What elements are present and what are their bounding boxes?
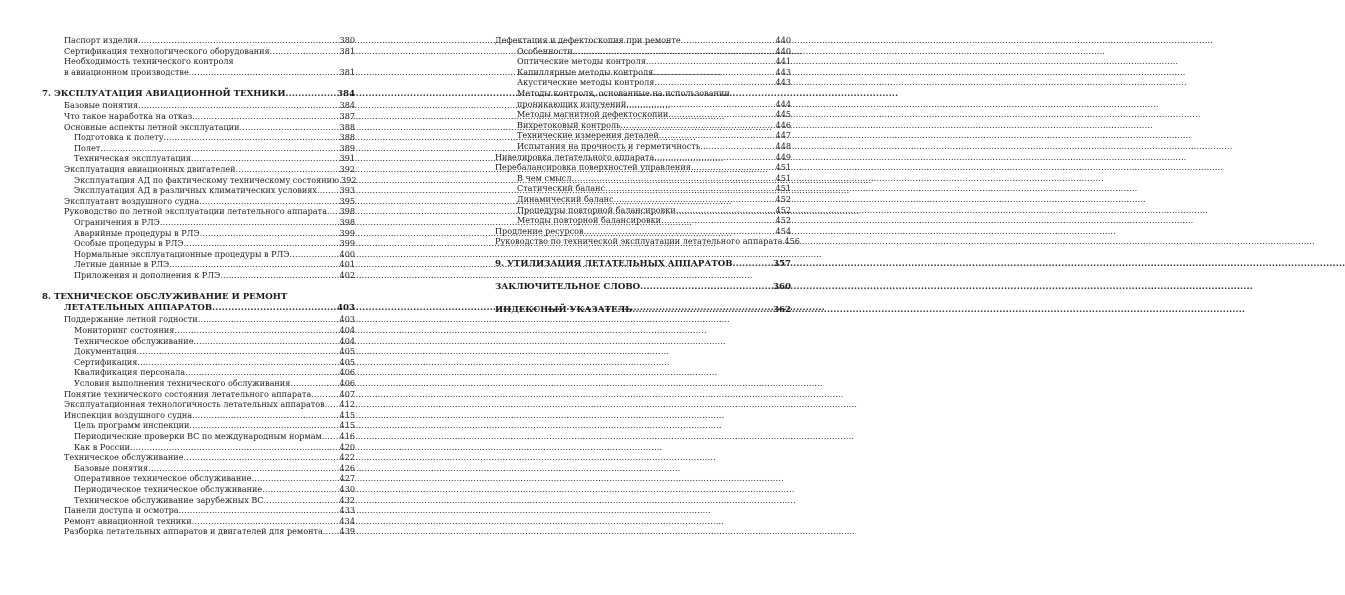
toc-page-number: 415: [339, 409, 355, 420]
toc-entry[interactable]: [42, 484, 355, 495]
toc-dot-leader: [290, 249, 340, 260]
toc-entry[interactable]: [42, 206, 355, 217]
toc-chapter-entry[interactable]: [495, 305, 791, 316]
toc-dot-leader: [654, 152, 775, 163]
toc-page-number: 416: [339, 431, 355, 441]
toc-page-number: 452: [775, 204, 791, 215]
toc-entry-title: Техническая эксплуатация: [74, 153, 192, 164]
toc-entry[interactable]: [42, 431, 355, 442]
toc-entry[interactable]: [42, 346, 355, 357]
toc-page-number: 440: [775, 35, 791, 45]
toc-page-number: 443: [775, 77, 791, 88]
toc-entry[interactable]: [495, 141, 791, 152]
toc-dot-leader: [640, 282, 773, 293]
toc-page-number: 430: [339, 483, 355, 494]
toc-page-number: 433: [339, 505, 355, 516]
toc-entry-title: ЗАКЛЮЧИТЕЛЬНОЕ СЛОВО: [495, 281, 641, 292]
toc-dot-leader: [584, 226, 776, 237]
toc-page-number: 451: [775, 183, 791, 194]
toc-entry[interactable]: [42, 35, 355, 46]
toc-dot-leader: [732, 259, 773, 270]
toc-page-number: 381: [339, 45, 355, 56]
toc-dot-leader: [626, 99, 775, 110]
toc-chapter-entry[interactable]: [42, 292, 355, 303]
toc-entry[interactable]: [42, 336, 355, 347]
toc-dot-leader: [290, 378, 339, 389]
toc-entry-title: Необходимость технического контроля: [64, 56, 234, 67]
toc-entry-title: Паспорт изделия: [64, 35, 139, 45]
toc-dot-leader: [163, 132, 339, 143]
toc-page-number: 404: [339, 325, 355, 336]
toc-dot-leader: [322, 431, 340, 442]
toc-page-number: 360: [773, 281, 791, 292]
toc-dot-leader: [700, 141, 775, 152]
toc-entry-title: Условия выполнения технического обслуживания: [74, 378, 291, 389]
toc-dot-leader: [200, 228, 340, 239]
toc-entry[interactable]: [495, 77, 791, 88]
toc-page-number: 357: [773, 258, 791, 269]
toc-entry[interactable]: [42, 196, 355, 207]
toc-page-number: 426: [339, 462, 355, 473]
toc-entry[interactable]: [42, 495, 355, 506]
toc-entry-title: Летные данные в РЛЭ: [74, 259, 170, 270]
toc-chapter-entry[interactable]: [495, 282, 791, 293]
toc-spacer: [42, 280, 355, 292]
toc-entry[interactable]: [42, 399, 355, 410]
toc-dot-leader: [614, 194, 776, 205]
toc-page-number: 449: [775, 151, 791, 162]
toc-page-number: 405: [339, 356, 355, 367]
toc-page-number: 444: [775, 98, 791, 109]
toc-entry[interactable]: [495, 56, 791, 67]
toc-entry-title: Особые процедуры в РЛЭ: [74, 238, 184, 249]
toc-dot-leader: [189, 420, 339, 431]
toc-page-number: 395: [339, 195, 355, 206]
toc-page-number: 389: [339, 142, 355, 153]
toc-entry[interactable]: [495, 120, 791, 131]
toc-entry-title: Полет: [74, 142, 101, 153]
toc-entry-title: Особенности: [517, 45, 573, 56]
toc-dot-leader: [137, 357, 339, 368]
toc-page-number: 399: [339, 238, 355, 249]
toc-page-number: 441: [775, 56, 791, 67]
toc-page-number: 392: [339, 163, 355, 174]
toc-entry[interactable]: [42, 378, 355, 389]
toc-dot-leader: [653, 67, 775, 78]
toc-page-number: 407: [339, 388, 355, 399]
toc-entry[interactable]: [495, 99, 791, 110]
toc-spacer: [495, 293, 791, 305]
toc-entry[interactable]: [42, 46, 355, 57]
toc-dot-leader: [262, 484, 339, 495]
toc-page-number: 398: [339, 206, 355, 217]
toc-page-number: 388: [339, 121, 355, 132]
toc-entry[interactable]: [42, 526, 355, 537]
toc-entry-title: Сертификация: [74, 356, 138, 367]
toc-entry-title: Квалификация персонала: [74, 367, 186, 378]
toc-page-number: 420: [339, 441, 355, 452]
toc-dot-leader: [198, 314, 340, 325]
toc-entry-title: Методы контроля, основанные на использовании: [517, 87, 730, 98]
toc-entry-title: Нормальные эксплуатационные процедуры в РЛЭ: [74, 248, 290, 259]
toc-page-number: 451: [775, 162, 791, 173]
toc-dot-leader: [327, 206, 340, 217]
toc-dot-leader: [668, 109, 775, 120]
toc-entry-title: Что такое наработка на отказ: [64, 110, 193, 121]
toc-entry-title: Методы магнитной дефектоскопии: [517, 109, 669, 120]
toc-page-number: 456: [784, 236, 800, 247]
toc-entry-title: Подготовка к полету: [74, 132, 164, 143]
toc-page-number: 387: [339, 110, 355, 121]
toc-entry[interactable]: [42, 473, 355, 484]
toc-page-number: 406: [339, 367, 355, 378]
toc-dot-leader: [184, 452, 340, 463]
toc-entry[interactable]: [42, 259, 355, 270]
toc-entry-title: Как в России: [74, 441, 131, 452]
toc-entry[interactable]: [42, 463, 355, 474]
toc-entry[interactable]: [42, 67, 355, 78]
toc-page-number: 392: [341, 174, 357, 185]
toc-entry-title: Перебалансировка поверхностей управления: [495, 162, 691, 173]
toc-entry-title: Ремонт авиационной техники: [64, 515, 192, 526]
toc-dot-leader: [191, 153, 340, 164]
toc-dot-leader: [605, 183, 775, 194]
toc-entry-title: Поддержание летной годности: [64, 314, 198, 325]
toc-dot-leader: [323, 526, 340, 537]
toc-page-number: 443: [775, 66, 791, 77]
toc-entry[interactable]: [42, 314, 355, 325]
toc-spacer: [495, 247, 791, 259]
toc-entry-title: Оперативное техническое обслуживание: [74, 473, 252, 484]
toc-dot-leader: [646, 56, 776, 67]
toc-dot-leader: [676, 205, 776, 216]
toc-page-number: 439: [339, 526, 355, 537]
toc-entry-title: Ограничения в РЛЭ: [74, 216, 160, 227]
toc-entry[interactable]: [495, 205, 791, 216]
toc-entry-title: Эксплуатация авиационных двигателей: [64, 163, 236, 174]
toc-dot-leader: [317, 185, 340, 196]
toc-dot-leader: [185, 367, 340, 378]
toc-page-number: 402: [339, 269, 355, 280]
toc-dot-leader: [100, 143, 339, 154]
toc-page-number: 427: [339, 473, 355, 484]
toc-dot-leader: [184, 238, 340, 249]
toc-entry-title: Капиллярные методы контроля: [517, 66, 654, 77]
toc-entry[interactable]: [42, 325, 355, 336]
toc-page-number: 384: [339, 100, 355, 111]
toc-entry-title: ЛЕТАТЕЛЬНЫХ АППАРАТОВ: [64, 303, 213, 314]
toc-dot-leader: [632, 305, 773, 316]
toc-entry[interactable]: [495, 130, 791, 141]
toc-page-number: 445: [775, 109, 791, 120]
toc-entry-title: 8. ТЕХНИЧЕСКОЕ ОБСЛУЖИВАНИЕ И РЕМОНТ: [42, 292, 288, 303]
toc-entry-title: Руководство по летной эксплуатации летательного аппарата: [64, 206, 327, 217]
toc-dot-leader: [192, 516, 340, 527]
toc-page-number: 391: [339, 153, 355, 164]
toc-entry-title: Техническое обслуживание: [64, 452, 184, 463]
toc-entry-title: Продление ресурсов: [495, 225, 584, 236]
toc-entry-title: Документация: [74, 346, 137, 357]
toc-entry-title: в авиационном производстве: [64, 66, 189, 77]
toc-page-number: 401: [339, 259, 355, 270]
toc-page-number: 393: [339, 185, 355, 196]
toc-dot-leader: [169, 259, 339, 270]
toc-entry-title: 7. ЭКСПЛУАТАЦИЯ АВИАЦИОННОЙ ТЕХНИКИ: [42, 89, 286, 100]
toc-entry[interactable]: [42, 420, 355, 431]
toc-entry-title: Панели доступа и осмотра: [64, 505, 179, 516]
toc-entry-title: ИНДЕКСНЫЙ УКАЗАТЕЛЬ: [495, 304, 633, 315]
toc-dot-leader: [239, 122, 339, 133]
toc-dot-leader: [138, 35, 339, 46]
toc-entry-title: Разборка летательных аппаратов и двигателей для ремонта: [64, 526, 323, 537]
toc-entry[interactable]: [495, 109, 791, 120]
toc-entry-title: Цель программ инспекции: [74, 420, 190, 431]
toc-page-number: 399: [339, 227, 355, 238]
toc-entry[interactable]: [42, 132, 355, 143]
toc-entry-title: Основные аспекты летной эксплуатации: [64, 121, 240, 132]
toc-entry-title: Методы повторной балансировки: [517, 215, 662, 226]
toc-chapter-entry[interactable]: [42, 89, 355, 100]
toc-entry-title: Динамический баланс: [517, 193, 614, 204]
toc-entry[interactable]: [495, 236, 800, 247]
toc-entry-title: Технические измерения деталей: [517, 130, 659, 141]
toc-entry[interactable]: [42, 228, 355, 239]
toc-entry[interactable]: [495, 194, 791, 205]
toc-entry[interactable]: [495, 173, 791, 184]
toc-entry[interactable]: [495, 46, 791, 57]
toc-page-number: 415: [339, 420, 355, 431]
toc-page-number: 405: [339, 346, 355, 357]
toc-page-number: 448: [775, 140, 791, 151]
toc-entry-title: Базовые понятия: [74, 462, 149, 473]
toc-dot-leader: [573, 46, 776, 57]
toc-page-number: 403: [337, 303, 355, 314]
toc-entry-title: Нивелировка летательного аппарата: [495, 151, 655, 162]
toc-entry[interactable]: [42, 270, 355, 281]
toc-entry[interactable]: [42, 238, 355, 249]
toc-entry-title: Руководство по технической эксплуатации летательного аппарата: [495, 236, 783, 247]
toc-entry[interactable]: [42, 367, 355, 378]
toc-entry-title: Сертификация технологического оборудования: [64, 45, 270, 56]
toc-page-number: 388: [339, 132, 355, 143]
toc-dot-leader: [654, 77, 775, 88]
toc-entry[interactable]: [495, 215, 791, 226]
toc-entry[interactable]: [495, 226, 791, 237]
toc-entry[interactable]: [42, 143, 355, 154]
toc-spacer: [42, 77, 355, 89]
toc-chapter-entry[interactable]: [495, 259, 791, 270]
toc-entry-title: Эксплуатация АД по фактическому техническому состоянию: [74, 174, 340, 185]
toc-entry[interactable]: [42, 249, 355, 260]
toc-entry-title: Эксплуатация АД в различных климатических условиях: [74, 185, 317, 196]
toc-entry[interactable]: [42, 175, 355, 186]
toc-dot-leader: [263, 495, 339, 506]
toc-entry[interactable]: [42, 442, 355, 453]
toc-page-number: 434: [339, 515, 355, 526]
toc-dot-leader: [621, 120, 776, 131]
toc-entry[interactable]: [42, 452, 355, 463]
toc-dot-leader: [199, 196, 339, 207]
toc-entry-title: Испытания на прочность и герметичность: [517, 140, 701, 151]
toc-dot-leader: [236, 164, 340, 175]
toc-page-number: 451: [775, 172, 791, 183]
toc-entry-title: Эксплуатант воздушного судна: [64, 195, 200, 206]
toc-entry-title: Акустические методы контроля: [517, 77, 655, 88]
toc-dot-leader: [325, 399, 340, 410]
toc-page-number: 362: [773, 304, 791, 315]
toc-entry[interactable]: [495, 35, 791, 46]
toc-entry-title: Вихретоковый контроль: [517, 119, 621, 130]
toc-dot-leader: [251, 473, 339, 484]
toc-entry[interactable]: [495, 183, 791, 194]
toc-page-number: 454: [775, 225, 791, 236]
toc-entry-title: Статический баланс: [517, 183, 606, 194]
toc-spacer: [495, 270, 791, 282]
toc-page-number: 398: [339, 216, 355, 227]
toc-entry[interactable]: [42, 217, 355, 228]
toc-entry-title: Дефектация и дефектоскопия при ремонте: [495, 35, 681, 45]
toc-dot-leader: [137, 346, 340, 357]
toc-page-number: 406: [339, 378, 355, 389]
toc-page-number: 380: [339, 35, 355, 45]
toc-entry-title: Техническое обслуживание зарубежных ВС: [74, 494, 264, 505]
toc-entry[interactable]: [42, 357, 355, 368]
toc-page-number: 412: [339, 399, 355, 410]
toc-page-number: 432: [339, 494, 355, 505]
toc-chapter-entry[interactable]: [42, 303, 355, 314]
toc-entry[interactable]: [495, 67, 791, 78]
toc-dot-leader: [661, 215, 775, 226]
toc-entry[interactable]: [42, 185, 355, 196]
toc-entry[interactable]: [42, 410, 355, 421]
toc-page-number: 400: [339, 248, 355, 259]
toc-entry-title: Базовые понятия: [64, 100, 139, 111]
toc-page-number: 452: [775, 193, 791, 204]
toc-entry-title: Понятие технического состояния летательного аппарата: [64, 388, 312, 399]
toc-entry-title: Приложения и дополнения к РЛЭ: [74, 269, 221, 280]
toc-dot-leader: [189, 67, 340, 78]
toc-entry-title: Эксплуатационная технологичность летательных аппаратов: [64, 399, 325, 410]
toc-page-number: 403: [339, 314, 355, 325]
toc-dot-leader: [174, 325, 339, 336]
toc-dot-leader: [270, 46, 340, 57]
toc-entry-title: Техническое обслуживание: [74, 335, 194, 346]
toc-dot-leader: [194, 336, 340, 347]
toc-entry[interactable]: [42, 164, 355, 175]
toc-page-number: 404: [339, 335, 355, 346]
toc-entry[interactable]: [42, 389, 355, 400]
toc-dot-leader: [212, 303, 337, 314]
toc-entry-title: 9. УТИЛИЗАЦИЯ ЛЕТАТЕЛЬНЫХ АППАРАТОВ: [495, 258, 733, 269]
toc-entry[interactable]: [42, 153, 355, 164]
toc-page-number: 446: [775, 119, 791, 130]
toc-entry[interactable]: [42, 122, 355, 133]
toc-dot-leader: [285, 89, 337, 100]
toc-dot-leader: [179, 505, 340, 516]
toc-dot-leader: [220, 270, 339, 281]
toc-entry[interactable]: [495, 88, 791, 99]
toc-page-number: 384: [337, 89, 355, 100]
toc-entry-title: Оптические методы контроля: [517, 56, 646, 67]
toc-dot-leader: [148, 463, 339, 474]
toc-page-number: 440: [775, 45, 791, 56]
toc-entry[interactable]: [42, 505, 355, 516]
toc-dot-leader: [160, 217, 340, 228]
toc-page-number: 447: [775, 130, 791, 141]
toc-entry-title: Инспекция воздушного судна: [64, 409, 193, 420]
toc-dot-leader: [138, 100, 339, 111]
toc-entry[interactable]: [42, 56, 355, 67]
toc-entry[interactable]: [42, 111, 355, 122]
toc-entry[interactable]: [495, 152, 791, 163]
toc-dot-leader: [192, 410, 339, 421]
toc-entry[interactable]: [42, 516, 355, 527]
toc-entry-title: проникающих излучений: [517, 98, 627, 109]
toc-entry-title: Процедуры повторной балансировки: [517, 204, 676, 215]
toc-entry-title: Мониторинг состояния: [74, 325, 175, 336]
toc-page-number: 452: [775, 215, 791, 226]
toc-entry[interactable]: [495, 162, 791, 173]
toc-dot-leader: [681, 35, 776, 46]
toc-entry-title: В чем смысл: [517, 172, 572, 183]
toc-column-right: [495, 35, 800, 316]
toc-entry-title: Периодические проверки ВС по международным нормам: [74, 431, 322, 441]
toc-entry-title: Периодическое техническое обслуживание: [74, 483, 263, 494]
toc-dot-leader: [311, 389, 339, 400]
toc-column-left: [42, 35, 355, 537]
toc-entry[interactable]: [42, 100, 355, 111]
toc-dot-leader: [192, 111, 339, 122]
toc-page-number: 422: [339, 452, 355, 463]
toc-entry-title: Аварийные процедуры в РЛЭ: [74, 227, 200, 238]
toc-page-number: 381: [339, 66, 355, 77]
toc-dot-leader: [659, 130, 776, 141]
toc-dot-leader: [571, 173, 775, 184]
toc-dot-leader: [130, 442, 340, 453]
toc-dot-leader: [691, 162, 776, 173]
